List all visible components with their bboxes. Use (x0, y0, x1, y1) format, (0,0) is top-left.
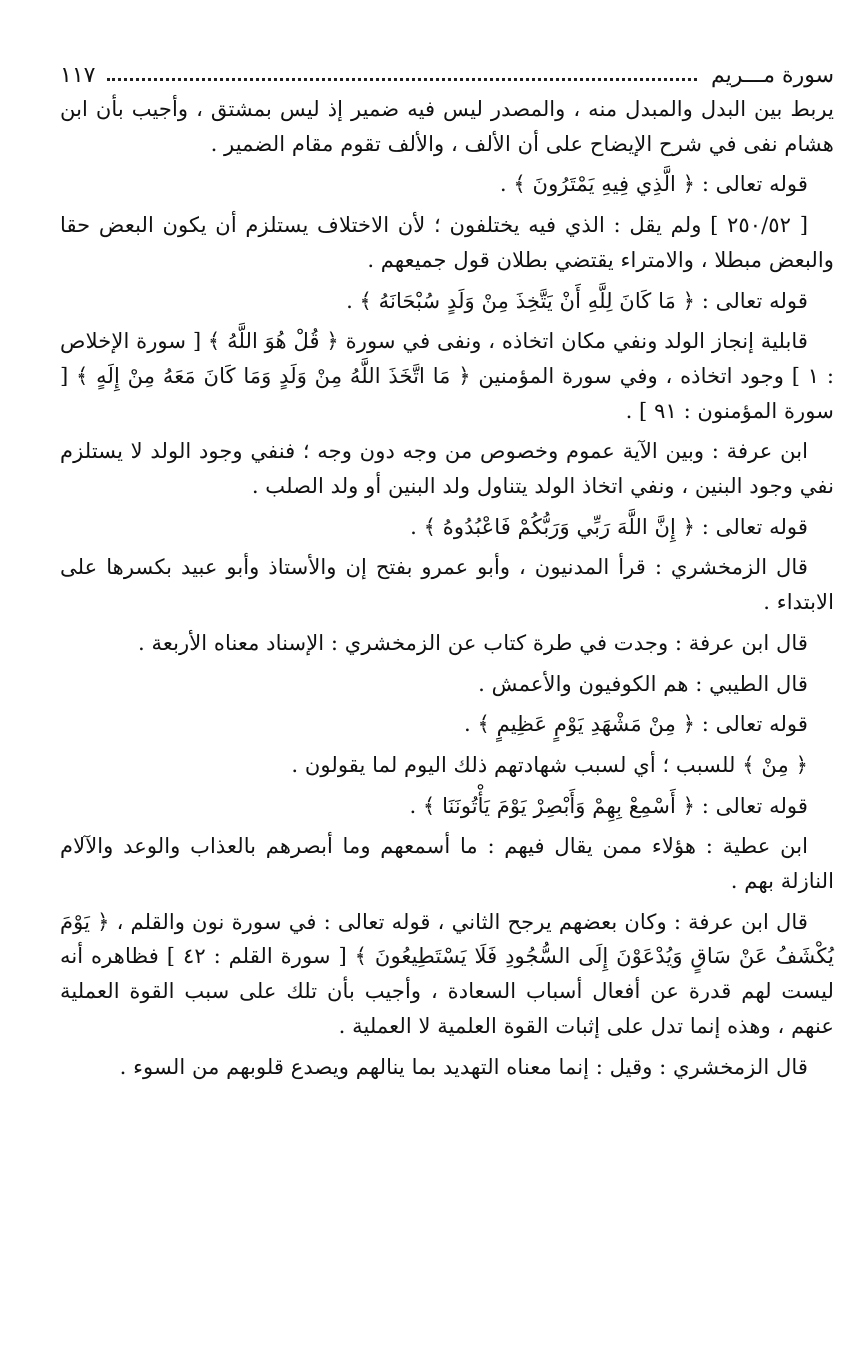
dotted-leader (107, 78, 697, 81)
paragraph: قال ابن عرفة : وجدت في طرة كتاب عن الزمخشري : الإسناد معناه الأربعة . (138, 629, 808, 655)
paragraph: قوله تعالى : ﴿ مَا كَانَ لِلَّهِ أَنْ يَتَّخِذَ مِنْ وَلَدٍ سُبْحَانَهُ ﴾ . (346, 287, 808, 313)
paragraph: ابن عطية : هؤلاء ممن يقال فيهم : ما أسمعهم وما أبصرهم بالعذاب والوعد والآلام النازلة بهم . (60, 833, 834, 894)
page-body (60, 92, 834, 1090)
paragraph: قوله تعالى : ﴿ مِنْ مَشْهَدِ يَوْمٍ عَظِيمٍ ﴾ . (464, 711, 808, 737)
paragraph: ﴿ مِنْ ﴾ للسبب ؛ أي لسبب شهادتهم ذلك اليوم لما يقولون . (291, 751, 808, 777)
page-number: ١١٧ (60, 63, 96, 88)
running-header (60, 52, 834, 88)
paragraph: قال الطيبي : هم الكوفيون والأعمش . (478, 670, 808, 696)
paragraph: قوله تعالى : ﴿ إِنَّ اللَّهَ رَبِّي وَرَبُّكُمْ فَاعْبُدُوهُ ﴾ . (410, 513, 808, 539)
paragraph: قوله تعالى : ﴿ أَسْمِعْ بِهِمْ وَأَبْصِرْ يَوْمَ يَأْتُونَنَا ﴾ . (409, 792, 808, 818)
surah-title: سورة مـــريم (711, 63, 834, 88)
paragraph: قال ابن عرفة : وكان بعضهم يرجح الثاني ، قوله تعالى : في سورة نون والقلم ، ﴿ يَوْمَ يُكْشَفُ عَنْ سَاقٍ وَيُدْعَوْنَ إِلَى السُّجُودِ فَلَا يَسْتَطِيعُونَ ﴾ [ سورة القلم : ٤٢ ] فظاهره أنه ليست لهم قدرة عن أفعال أسباب السعادة ، وأجيب بأن تلك على سبب القوة العملية عنهم ، وهذه إنما تدل على إثبات القوة العلمية لا العملية . (60, 908, 834, 1038)
paragraph: قوله تعالى : ﴿ الَّذِي فِيهِ يَمْتَرُونَ ﴾ . (499, 171, 808, 197)
paragraph: ابن عرفة : وبين الآية عموم وخصوص من وجه دون وجه ؛ فنفي وجود الولد لا يستلزم نفي وجود البنين ، ونفي اتخاذ الولد يتناول ولد البنين أو ولد الصلب . (60, 438, 834, 499)
paragraph: يربط بين البدل والمبدل منه ، والمصدر ليس فيه ضمير إذ ليس بمشتق ، وأجيب بأن ابن هشام نفى في شرح الإيضاح على أن الألف ، والألف تقوم مقام الضمير . (60, 96, 834, 156)
paragraph: قال الزمخشري : قرأ المدنيون ، وأبو عمرو بفتح إن والأستاذ وأبو عبيد بكسرها على الابتداء . (60, 554, 834, 615)
paragraph: [ ٢٥٠/٥٢ ] ولم يقل : الذي فيه يختلفون ؛ لأن الاختلاف يستلزم أن يكون البعض حقا والبعض مبطلا ، والامتراء يقتضي بطلان قول جميعهم . (60, 212, 834, 272)
paragraph: قابلية إنجاز الولد ونفي مكان اتخاذه ، ونفى في سورة ﴿ قُلْ هُوَ اللَّهُ ﴾ [ سورة الإخلاص : ١ ] وجود اتخاذه ، وفي سورة المؤمنين ﴿ مَا اتَّخَذَ اللَّهُ مِنْ وَلَدٍ وَمَا كَانَ مَعَهُ مِنْ إِلَهٍ ﴾ [ سورة المؤمنون : ٩١ ] . (60, 328, 835, 423)
paragraph: قال الزمخشري : وقيل : إنما معناه التهديد بما ينالهم ويصدع قلوبهم من السوء . (119, 1053, 808, 1079)
